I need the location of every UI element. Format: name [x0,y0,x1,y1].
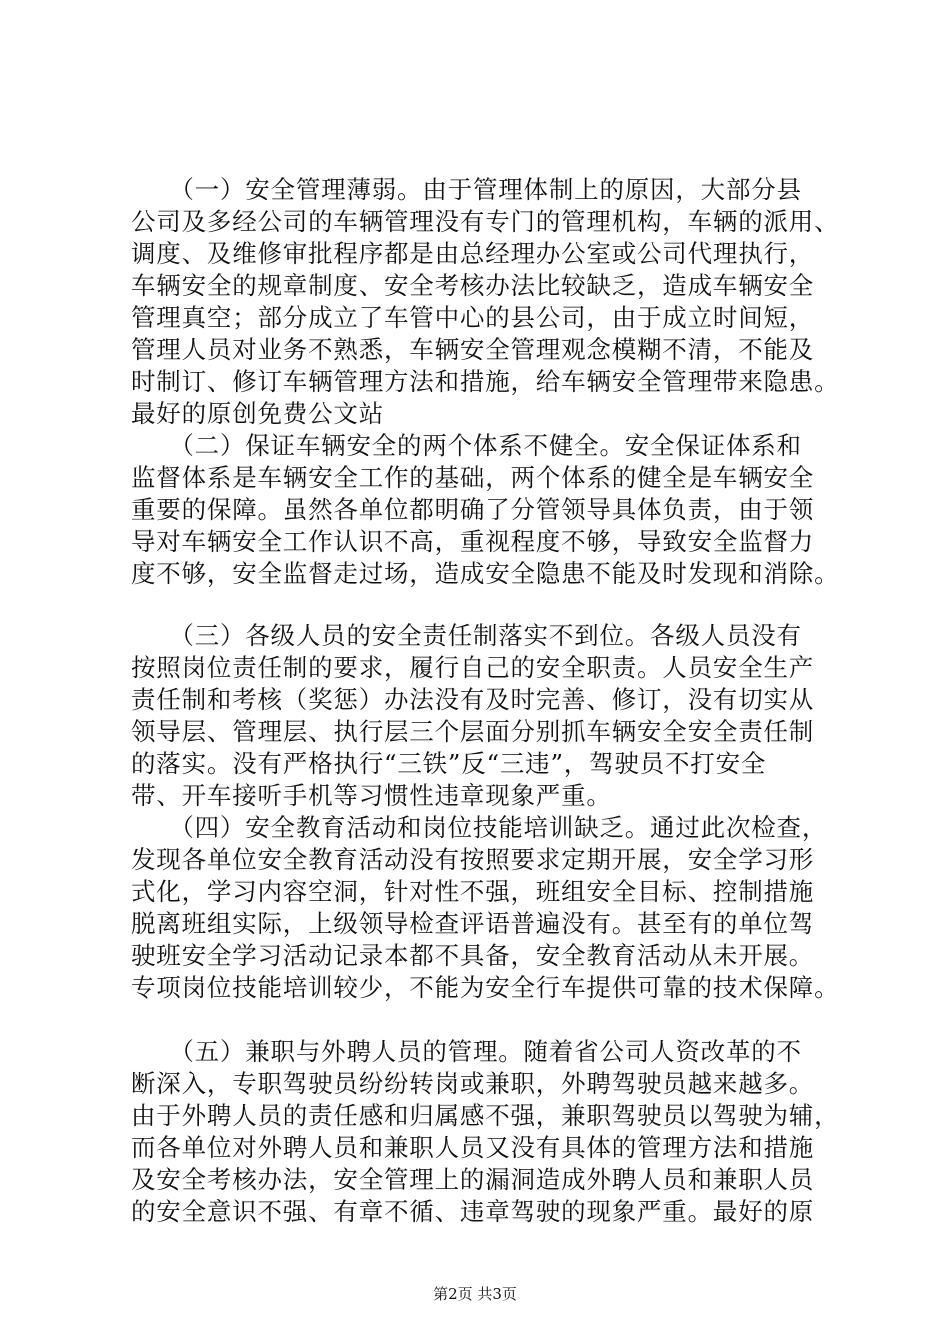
text-line: 最好的原创免费公文站 [131,399,384,428]
text-line: 专项岗位技能培训较少，不能为安全行车提供可靠的技术保障。 [131,973,840,1002]
text-line: （二）保证车辆安全的两个体系不健全。安全保证体系和 [131,431,802,460]
text-line: 监督体系是车辆安全工作的基础，两个体系的健全是车辆安全 [131,463,815,492]
text-line: 调度、及维修审批程序都是由总经理办公室或公司代理执行， [131,239,815,268]
text-line: 驶班安全学习活动记录本都不具备，安全教育活动从未开展。 [131,941,815,970]
text-line: 责任制和考核（奖惩）办法没有及时完善、修订，没有切实从 [131,685,815,714]
text-line: 管理真空；部分成立了车管中心的县公司，由于成立时间短， [131,303,815,332]
text-line: 的安全意识不强、有章不循、违章驾驶的现象严重。最好的原 [131,1197,815,1226]
text-line: 导对车辆安全工作认识不高，重视程度不够，导致安全监督力 [131,527,815,556]
text-line: 时制订、修订车辆管理方法和措施，给车辆安全管理带来隐患。 [131,367,840,396]
text-line: 车辆安全的规章制度、安全考核办法比较缺乏，造成车辆安全 [131,271,815,300]
text-line: （一）安全管理薄弱。由于管理体制上的原因，大部分县 [131,175,802,204]
text-line: （四）安全教育活动和岗位技能培训缺乏。通过此次检查， [131,813,828,842]
text-line: 按照岗位责任制的要求，履行自己的安全职责。人员安全生产 [131,653,815,682]
text-line: （三）各级人员的安全责任制落实不到位。各级人员没有 [131,621,802,650]
text-line: 带、开车接听手机等习惯性违章现象严重。 [131,781,612,810]
text-line: 式化，学习内容空洞，针对性不强，班组安全目标、控制措施 [131,877,815,906]
text-line: 而各单位对外聘人员和兼职人员又没有具体的管理方法和措施 [131,1133,815,1162]
text-line: （五）兼职与外聘人员的管理。随着省公司人资改革的不 [131,1037,802,1066]
text-line: 管理人员对业务不熟悉，车辆安全管理观念模糊不清，不能及 [131,335,815,364]
text-line: 公司及多经公司的车辆管理没有专门的管理机构，车辆的派用、 [131,207,840,236]
text-line: 的落实。没有严格执行“三铁”反“三违”，驾驶员不打安全 [131,749,767,778]
text-line: 及安全考核办法，安全管理上的漏洞造成外聘人员和兼职人员 [131,1165,815,1194]
text-line: 由于外聘人员的责任感和归属感不强，兼职驾驶员以驾驶为辅， [131,1101,840,1130]
text-line: 度不够，安全监督走过场，造成安全隐患不能及时发现和消除。 [131,559,840,588]
text-line: 重要的保障。虽然各单位都明确了分管领导具体负责，由于领 [131,495,815,524]
text-line: 领导层、管理层、执行层三个层面分别抓车辆安全安全责任制 [131,717,815,746]
text-line: 发现各单位安全教育活动没有按照要求定期开展，安全学习形 [131,845,815,874]
text-line: 断深入，专职驾驶员纷纷转岗或兼职，外聘驾驶员越来越多。 [131,1069,815,1098]
page-footer: 第2页 共3页 [433,1285,517,1303]
text-line: 脱离班组实际，上级领导检查评语普遍没有。甚至有的单位驾 [131,909,815,938]
